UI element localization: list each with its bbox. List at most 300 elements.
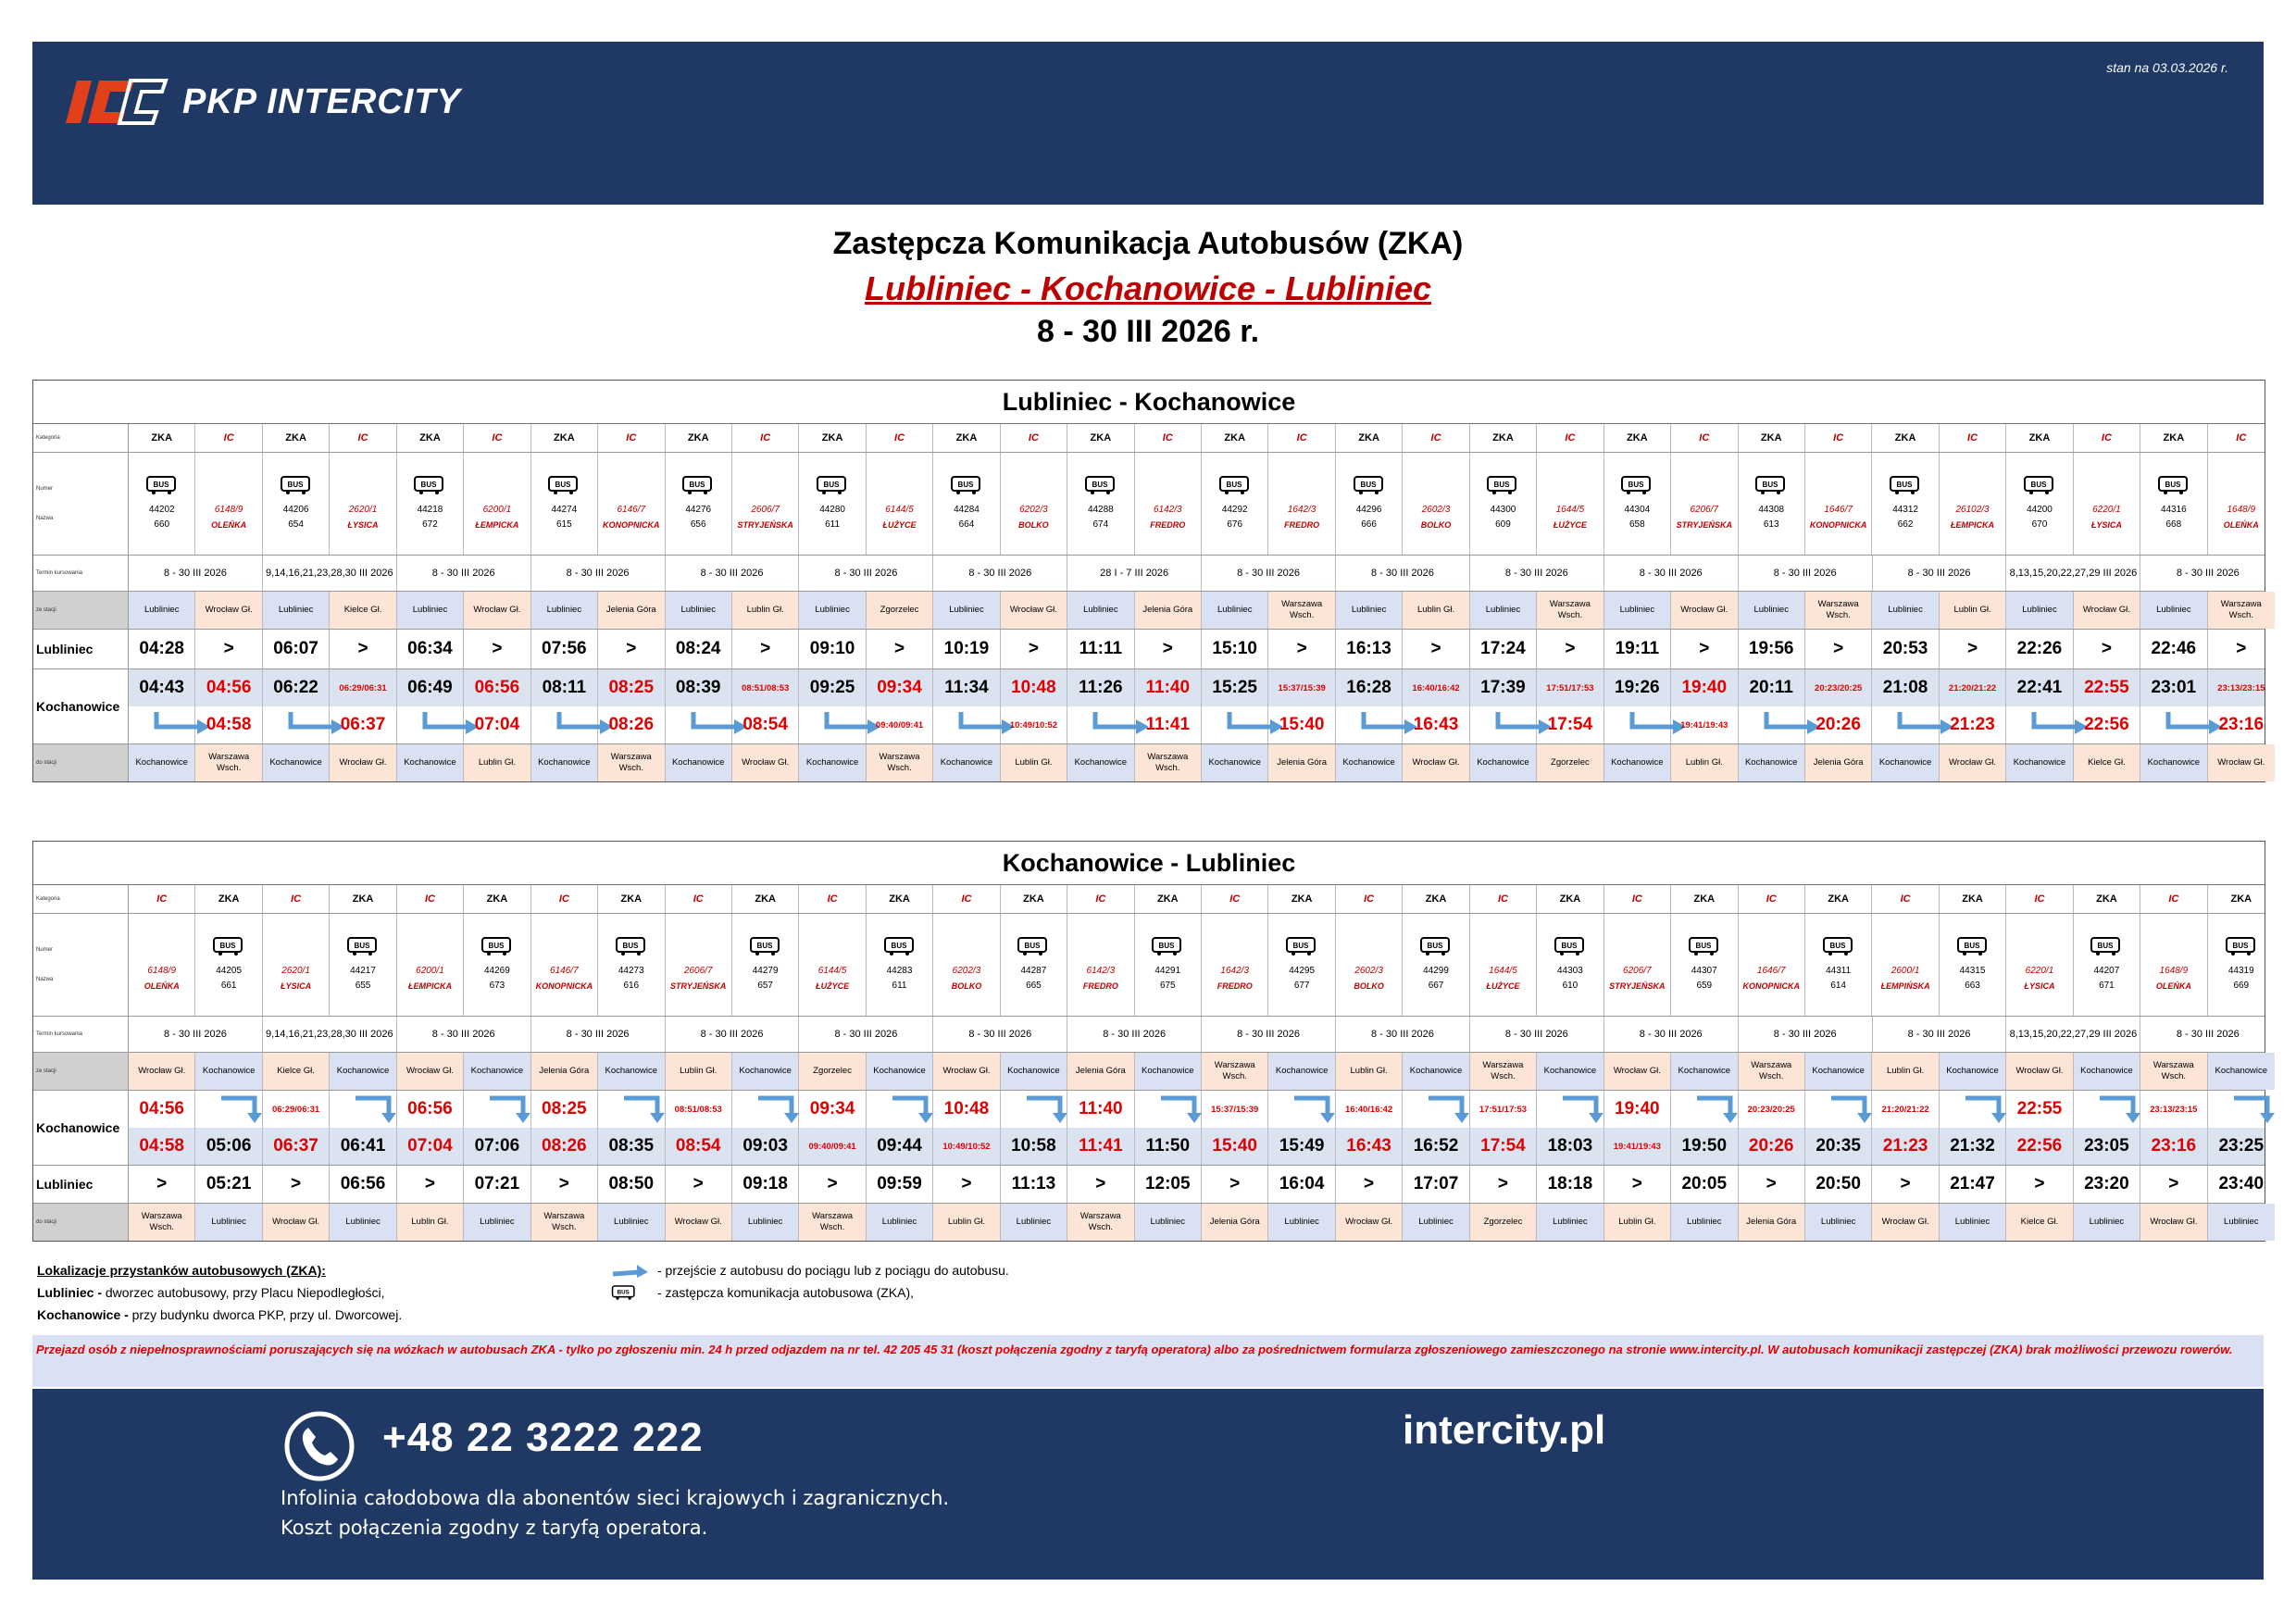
transfer-cell	[1940, 1091, 2006, 1128]
origin-station: Lublin Gł.	[1336, 1053, 1403, 1090]
type-ic: IC	[867, 424, 933, 452]
svg-text:BUS: BUS	[957, 481, 974, 489]
bus-icon	[2090, 936, 2123, 956]
origin-station: Zgorzelec	[799, 1053, 866, 1090]
pass-marker: >	[1001, 630, 1067, 668]
ic-arrival-time: 17:51/17:53	[1470, 1091, 1537, 1128]
status-date: stan na 03.03.2026 r.	[2106, 60, 2228, 75]
type-zka: ZKA	[464, 885, 530, 913]
arrival-time: 15:25	[1202, 669, 1268, 706]
ic-departure-time: 08:54	[732, 706, 799, 743]
ic-departure-time: 19:41/19:43	[1604, 1128, 1671, 1165]
ic-number: 1642/3 FREDRO	[1268, 453, 1335, 555]
timetable-lubliniec-kochanowice	[32, 380, 2265, 782]
type-ic: IC	[2140, 885, 2207, 913]
pass-marker: >	[1805, 630, 1872, 668]
departure-time: 06:07	[263, 630, 330, 668]
destination-station: Jelenia Góra	[1202, 1204, 1268, 1241]
ic-number: 6220/1 ŁYSICA	[2074, 453, 2140, 555]
destination-station: Lubliniec	[195, 1204, 262, 1241]
ic-departure-time: 22:56	[2074, 706, 2140, 743]
svg-text:BUS: BUS	[1964, 942, 1979, 950]
transfer-cell	[1604, 706, 1671, 743]
bus-icon	[1353, 475, 1386, 495]
ic-arrival-time: 04:56	[129, 1091, 195, 1128]
type-zka: ZKA	[195, 885, 262, 913]
arrival-time: 20:11	[1739, 669, 1805, 706]
destination-station: Warszawa Wsch.	[598, 744, 665, 781]
ic-departure-time: 06:37	[263, 1128, 330, 1165]
ic-number: 6142/3 FREDRO	[1067, 914, 1134, 1016]
origin-station: Jelenia Góra	[598, 592, 665, 629]
zka-number: BUS 44307 659	[1671, 914, 1738, 1016]
bus-icon	[280, 475, 313, 495]
departure-time: 07:06	[464, 1128, 530, 1165]
ic-arrival-time: 09:34	[799, 1091, 866, 1128]
origin-station: Kochanowice	[330, 1053, 396, 1090]
bus-icon	[1218, 475, 1252, 495]
bus-icon	[611, 1283, 637, 1302]
service-dates: 8 - 30 III 2026	[1067, 1017, 1202, 1052]
ic-number: 6202/3 BOLKO	[1001, 453, 1067, 555]
ic-arrival-time: 17:51/17:53	[1537, 669, 1603, 706]
origin-station: Lubliniec	[1470, 592, 1537, 629]
destination-station: Kochanowice	[933, 744, 1000, 781]
type-zka: ZKA	[1268, 885, 1335, 913]
origin-station: Kielce Gł.	[330, 592, 396, 629]
pass-marker: >	[598, 630, 665, 668]
destination-station: Kochanowice	[263, 744, 330, 781]
arrival-time: 16:28	[1336, 669, 1403, 706]
arrival-time: 06:22	[263, 669, 330, 706]
type-zka: ZKA	[2006, 424, 2073, 452]
ic-arrival-time: 21:20/21:22	[1872, 1091, 1939, 1128]
ic-arrival-time: 22:55	[2074, 669, 2140, 706]
service-dates: 8 - 30 III 2026	[799, 1017, 933, 1052]
transfer-cell	[867, 1091, 933, 1128]
origin-station: Warszawa Wsch.	[1202, 1053, 1268, 1090]
footer-banner	[32, 1389, 2264, 1580]
ic-arrival-time: 10:48	[933, 1091, 1000, 1128]
destination-station: Lublin Gł.	[933, 1204, 1000, 1241]
destination-station: Lubliniec	[1671, 1204, 1738, 1241]
destination-station: Kochanowice	[2006, 744, 2073, 781]
ic-arrival-time: 15:37/15:39	[1268, 669, 1335, 706]
service-dates: 8 - 30 III 2026	[2176, 568, 2240, 579]
bus-icon	[615, 936, 648, 956]
ic-arrival-time: 19:40	[1671, 669, 1738, 706]
svg-text:BUS: BUS	[756, 942, 773, 950]
destination-station: Wrocław Gł.	[1940, 744, 2006, 781]
destination-station: Lublin Gł.	[1001, 744, 1067, 781]
pass-marker: >	[2236, 639, 2247, 658]
pass-marker: >	[464, 630, 530, 668]
ic-number: 6144/5 ŁUŻYCE	[867, 453, 933, 555]
transfer-cell	[1135, 1091, 1202, 1128]
svg-text:BUS: BUS	[1024, 942, 1041, 950]
origin-station: Zgorzelec	[867, 592, 933, 629]
arrival-time: 23:01	[2140, 669, 2207, 706]
type-ic: IC	[1403, 424, 1469, 452]
ic-number: 6206/7 STRYJEŃSKA	[1671, 453, 1738, 555]
origin-station: Wrocław Gł.	[129, 1053, 195, 1090]
ic-number: 1648/9 OLEŃKA	[2140, 914, 2207, 1016]
ic-number: 2620/1 ŁYSICA	[263, 914, 330, 1016]
transfer-cell	[1268, 1091, 1335, 1128]
type-ic: IC	[1067, 885, 1134, 913]
destination-station: Lubliniec	[1403, 1204, 1469, 1241]
type-zka: ZKA	[867, 885, 933, 913]
destination-station: Lubliniec	[2074, 1204, 2140, 1241]
bus-icon	[1151, 936, 1184, 956]
service-dates: 8 - 30 III 2026	[933, 1017, 1067, 1052]
bus-icon	[1956, 936, 1990, 956]
ic-number: 1646/7 KONOPNICKA	[1805, 453, 1872, 555]
ic-departure-time: 17:54	[1537, 706, 1603, 743]
departure-time: 17:24	[1470, 630, 1537, 668]
service-dates: 8 - 30 III 2026	[1470, 556, 1604, 591]
ic-arrival-time: 04:56	[195, 669, 262, 706]
type-ic: IC	[1336, 885, 1403, 913]
zka-number: BUS 44308 613	[1739, 453, 1805, 555]
ic-number: 1644/5 ŁUŻYCE	[1470, 914, 1537, 1016]
destination-station: Zgorzelec	[1470, 1204, 1537, 1241]
ic-arrival-time: 23:13/23:15	[2217, 682, 2265, 693]
arrival-time: 18:18	[1537, 1166, 1603, 1203]
svg-text:BUS: BUS	[1695, 942, 1712, 950]
svg-text:BUS: BUS	[488, 942, 505, 950]
destination-station: Wrocław Gł.	[1403, 744, 1469, 781]
type-zka: ZKA	[666, 424, 732, 452]
pass-marker: >	[2006, 1166, 2073, 1203]
type-ic: IC	[129, 885, 195, 913]
svg-text:BUS: BUS	[555, 481, 571, 489]
departure-time: 08:24	[666, 630, 732, 668]
svg-text:BUS: BUS	[2165, 481, 2181, 489]
svg-text:BUS: BUS	[622, 942, 639, 950]
type-zka: ZKA	[330, 885, 396, 913]
origin-station: Warszawa Wsch.	[2140, 1053, 2207, 1090]
type-zka: ZKA	[1604, 424, 1671, 452]
origin-station: Kochanowice	[732, 1053, 799, 1090]
destination-station: Kielce Gł.	[2074, 744, 2140, 781]
pass-marker: >	[1336, 1166, 1403, 1203]
transfer-cell	[1739, 706, 1805, 743]
type-zka: ZKA	[1805, 885, 1872, 913]
ic-number: 6200/1 ŁEMPICKA	[464, 453, 530, 555]
ic-arrival-time: 11:40	[1067, 1091, 1134, 1128]
zka-number: BUS 44319 669	[2208, 914, 2275, 1016]
type-ic: IC	[1268, 424, 1335, 452]
transfer-cell	[1805, 1091, 1872, 1128]
service-dates: 8 - 30 III 2026	[1873, 1017, 2007, 1052]
table-heading: Lubliniec - Kochanowice	[33, 381, 2265, 424]
departure-time: 20:53	[1872, 630, 1939, 668]
ic-departure-time: 17:54	[1470, 1128, 1537, 1165]
departure-time: 11:50	[1135, 1128, 1202, 1165]
zka-number: BUS 44217 655	[330, 914, 396, 1016]
ic-arrival-time: 08:51/08:53	[666, 1091, 732, 1128]
departure-time: 09:44	[867, 1128, 933, 1165]
type-zka: ZKA	[129, 424, 195, 452]
website-link[interactable]: intercity.pl	[1403, 1407, 1606, 1453]
origin-station: Lublin Gł.	[732, 592, 799, 629]
ic-number: 6200/1 ŁEMPICKA	[397, 914, 464, 1016]
ic-departure-time: 07:04	[464, 706, 530, 743]
destination-station: Warszawa Wsch.	[195, 744, 262, 781]
destination-station: Wrocław Gł.	[330, 744, 396, 781]
pass-marker: >	[666, 1166, 732, 1203]
svg-text:BUS: BUS	[1896, 481, 1913, 489]
arrival-time: 21:47	[1940, 1166, 2006, 1203]
origin-station: Warszawa Wsch.	[2208, 592, 2275, 629]
service-dates: 8 - 30 III 2026	[799, 556, 933, 591]
departure-time: 20:35	[1805, 1128, 1872, 1165]
ic-number: 2606/7 STRYJEŃSKA	[666, 914, 732, 1016]
svg-text:BUS: BUS	[2232, 942, 2249, 950]
departure-time: 06:41	[330, 1128, 396, 1165]
destination-station: Kochanowice	[2140, 744, 2207, 781]
origin-station: Kochanowice	[1671, 1053, 1738, 1090]
zka-number: BUS 44218 672	[397, 453, 464, 555]
destination-station: Kochanowice	[1604, 744, 1671, 781]
departure-time: 10:19	[933, 630, 1000, 668]
type-zka: ZKA	[598, 885, 665, 913]
arrival-time: 11:34	[933, 669, 1000, 706]
type-ic: IC	[1604, 885, 1671, 913]
service-dates: 8 - 30 III 2026	[531, 556, 666, 591]
zka-number: BUS 44274 615	[531, 453, 598, 555]
ic-departure-time: 23:16	[2218, 715, 2265, 734]
transfer-cell	[397, 706, 464, 743]
type-ic: IC	[330, 424, 396, 452]
service-dates: 9,14,16,21,23,28,30 III 2026	[263, 1017, 397, 1052]
type-zka: ZKA	[1872, 424, 1939, 452]
destination-station: Kochanowice	[397, 744, 464, 781]
type-ic: IC	[1135, 424, 1202, 452]
period-title: 8 - 30 III 2026 r.	[1036, 314, 1260, 349]
origin-station: Lubliniec	[263, 592, 330, 629]
origin-station: Wrocław Gł.	[464, 592, 530, 629]
origin-station: Lubliniec	[1336, 592, 1403, 629]
zka-number: BUS 44312 662	[1872, 453, 1939, 555]
origin-station: Kochanowice	[195, 1053, 262, 1090]
svg-text:BUS: BUS	[1427, 942, 1443, 950]
legend-bus: BUS - zastępcza komunikacja autobusowa (ZKA),	[611, 1281, 1009, 1304]
pass-marker: >	[732, 630, 799, 668]
svg-text:BUS: BUS	[1628, 481, 1644, 489]
departure-time: 06:34	[397, 630, 464, 668]
station-label: Kochanowice	[33, 1091, 129, 1165]
destination-station: Kochanowice	[1739, 744, 1805, 781]
origin-station: Lubliniec	[799, 592, 866, 629]
departure-time: 19:50	[1671, 1128, 1738, 1165]
transfer-cell	[531, 706, 598, 743]
type-ic: IC	[1739, 885, 1805, 913]
departure-time: 07:56	[531, 630, 598, 668]
bus-icon	[346, 936, 380, 956]
origin-station: Kochanowice	[867, 1053, 933, 1090]
service-dates: 9,14,16,21,23,28,30 III 2026	[263, 556, 397, 591]
pass-marker: >	[1135, 630, 1202, 668]
row-label: Numer Nazwa	[33, 914, 129, 1016]
destination-station: Warszawa Wsch.	[531, 1204, 598, 1241]
svg-text:BUS: BUS	[617, 1289, 630, 1296]
svg-text:BUS: BUS	[2030, 481, 2047, 489]
svg-text:BUS: BUS	[823, 481, 840, 489]
ic-departure-time: 09:40/09:41	[799, 1128, 866, 1165]
arrival-time: 11:26	[1067, 669, 1134, 706]
ic-number: 2600/1 ŁEMPIŃSKA	[1872, 914, 1939, 1016]
pass-marker: >	[799, 1166, 866, 1203]
type-zka: ZKA	[799, 424, 866, 452]
origin-station: Kochanowice	[1135, 1053, 1202, 1090]
destination-station: Jelenia Góra	[1739, 1204, 1805, 1241]
hotline-number[interactable]: +48 22 3222 222	[382, 1415, 704, 1460]
origin-station: Lubliniec	[1604, 592, 1671, 629]
destination-station: Wrocław Gł.	[1872, 1204, 1939, 1241]
origin-station: Kielce Gł.	[263, 1053, 330, 1090]
arrival-time: 22:41	[2006, 669, 2073, 706]
transfer-cell	[933, 706, 1000, 743]
ic-arrival-time: 16:40/16:42	[1336, 1091, 1403, 1128]
departure-time: 09:03	[732, 1128, 799, 1165]
transfer-cell	[799, 706, 866, 743]
destination-station: Lubliniec	[2208, 1204, 2275, 1241]
origin-station: Lubliniec	[2006, 592, 2073, 629]
service-dates: 8 - 30 III 2026	[1604, 556, 1739, 591]
bus-icon	[1688, 936, 1721, 956]
origin-station: Kochanowice	[2074, 1053, 2140, 1090]
destination-station: Lubliniec	[598, 1204, 665, 1241]
row-label: do stacji	[33, 1204, 129, 1241]
service-dates: 8 - 30 III 2026	[397, 1017, 531, 1052]
transfer-cell	[2208, 1091, 2275, 1128]
destination-station: Lubliniec	[1537, 1204, 1603, 1241]
bus-icon	[547, 475, 580, 495]
origin-station: Kochanowice	[464, 1053, 530, 1090]
destination-station: Kochanowice	[1202, 744, 1268, 781]
bus-icon	[1620, 475, 1653, 495]
arrival-time: 11:13	[1001, 1166, 1067, 1203]
pass-marker: >	[1537, 630, 1603, 668]
destination-station: Warszawa Wsch.	[799, 1204, 866, 1241]
svg-text:BUS: BUS	[1226, 481, 1242, 489]
departure-time: 23:25	[2218, 1136, 2265, 1156]
pass-marker: >	[1604, 1166, 1671, 1203]
arrival-time: 20:50	[1805, 1166, 1872, 1203]
ic-number: 6146/7 KONOPNICKA	[531, 914, 598, 1016]
destination-station: Warszawa Wsch.	[867, 744, 933, 781]
service-dates: 8 - 30 III 2026	[1470, 1017, 1604, 1052]
type-ic: IC	[732, 424, 799, 452]
page-titles	[0, 222, 2296, 350]
destination-station: Lubliniec	[732, 1204, 799, 1241]
type-ic: IC	[1470, 885, 1537, 913]
bus-icon	[749, 936, 782, 956]
destination-station: Lubliniec	[1001, 1204, 1067, 1241]
ic-departure-time: 04:58	[129, 1128, 195, 1165]
ic-arrival-time: 08:25	[598, 669, 665, 706]
arrival-time: 06:49	[397, 669, 464, 706]
pass-marker: >	[1202, 1166, 1268, 1203]
pass-marker: >	[1268, 630, 1335, 668]
ic-departure-time: 20:26	[1739, 1128, 1805, 1165]
origin-station: Lublin Gł.	[1403, 592, 1469, 629]
departure-time: 16:13	[1336, 630, 1403, 668]
row-label: do stacji	[33, 744, 129, 781]
transfer-cell	[2140, 706, 2207, 743]
ic-number: 6142/3 FREDRO	[1135, 453, 1202, 555]
ic-number: 6220/1 ŁYSICA	[2006, 914, 2073, 1016]
destination-station: Lublin Gł.	[397, 1204, 464, 1241]
ic-departure-time: 09:40/09:41	[867, 706, 933, 743]
ic-departure-time: 21:23	[1940, 706, 2006, 743]
ic-arrival-time: 06:29/06:31	[263, 1091, 330, 1128]
type-ic: IC	[1537, 424, 1603, 452]
ic-departure-time: 08:26	[531, 1128, 598, 1165]
destination-station: Warszawa Wsch.	[1067, 1204, 1134, 1241]
service-dates: 8 - 30 III 2026	[666, 556, 800, 591]
transfer-cell	[1872, 706, 1939, 743]
pass-marker: >	[1671, 630, 1738, 668]
station-label: Lubliniec	[33, 630, 129, 668]
ic-arrival-time: 21:20/21:22	[1940, 669, 2006, 706]
destination-station: Wrocław Gł.	[2208, 744, 2275, 781]
zka-number: BUS 44303 610	[1537, 914, 1603, 1016]
ic-arrival-time: 23:13/23:15	[2140, 1091, 2207, 1128]
bus-icon	[1419, 936, 1453, 956]
type-ic: IC	[1872, 885, 1939, 913]
arrival-time: 17:07	[1403, 1166, 1469, 1203]
destination-station: Zgorzelec	[1537, 744, 1603, 781]
service-dates: 8 - 30 III 2026	[2176, 1029, 2240, 1040]
pass-marker: >	[1872, 1166, 1939, 1203]
destination-station: Wrocław Gł.	[666, 1204, 732, 1241]
bus-icon	[1889, 475, 1922, 495]
bus-icon	[413, 475, 446, 495]
row-label: Kategoria	[33, 885, 129, 913]
type-ic: IC	[263, 885, 330, 913]
ic-arrival-time: 06:56	[397, 1091, 464, 1128]
svg-text:BUS: BUS	[1292, 942, 1309, 950]
transfer-cell	[2074, 1091, 2140, 1128]
origin-station: Lubliniec	[1067, 592, 1134, 629]
departure-time: 15:10	[1202, 630, 1268, 668]
departure-time: 22:26	[2006, 630, 2073, 668]
origin-station: Wrocław Gł.	[2006, 1053, 2073, 1090]
transfer-arrow-icon	[2230, 1093, 2295, 1124]
phone-icon	[282, 1409, 356, 1483]
origin-station: Lubliniec	[1202, 592, 1268, 629]
ic-departure-time: 15:40	[1268, 706, 1335, 743]
svg-text:BUS: BUS	[1829, 942, 1846, 950]
departure-time: 22:46	[2140, 630, 2207, 668]
ic-departure-time: 10:49/10:52	[933, 1128, 1000, 1165]
destination-station: Lubliniec	[1940, 1204, 2006, 1241]
type-ic: IC	[397, 885, 464, 913]
ic-arrival-time: 20:23/20:25	[1739, 1091, 1805, 1128]
pass-marker: >	[1940, 630, 2006, 668]
departure-time: 23:05	[2074, 1128, 2140, 1165]
service-dates: 28 I - 7 III 2026	[1067, 556, 1202, 591]
type-zka: ZKA	[1001, 885, 1067, 913]
bus-icon	[145, 475, 179, 495]
service-dates: 8 - 30 III 2026	[1336, 1017, 1470, 1052]
zka-number: BUS 44315 663	[1940, 914, 2006, 1016]
origin-station: Lubliniec	[1739, 592, 1805, 629]
zka-number: BUS 44200 670	[2006, 453, 2073, 555]
